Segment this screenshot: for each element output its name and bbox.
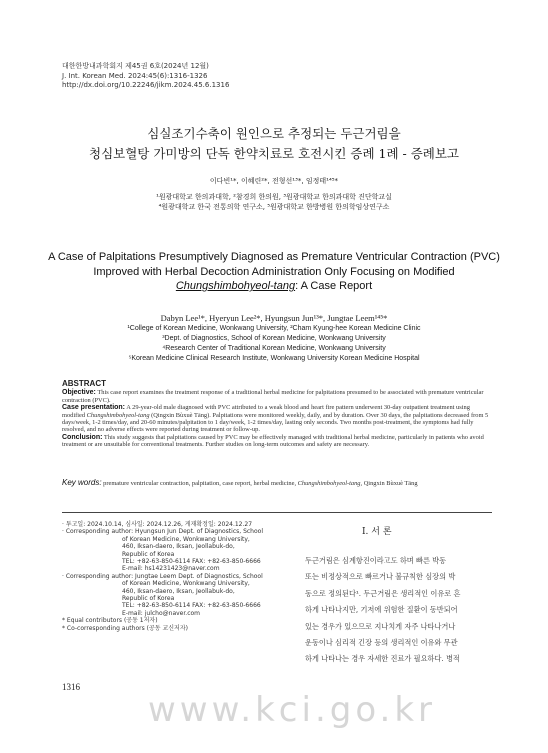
introduction-heading: Ⅰ. 서 론 (362, 527, 392, 537)
herbal-formula-name: Chungshimbohyeol-tang (175, 280, 296, 292)
conclusion-label: Conclusion: (62, 433, 103, 441)
journal-name-kr: 대한한방내과학회지 제45권 6호(2024년 12월) (62, 62, 209, 70)
english-affiliation-line: ⁵Korean Medicine Clinical Research Institute, Wonkwang University Korean Medicine Hospital (128, 355, 420, 362)
doi-link[interactable]: http://dx.doi.org/10.22246/jikm.2024.45.6.1316 (62, 81, 230, 89)
equal-contributors-note: * Equal contributors (공동 1저자) (62, 617, 158, 625)
watermark: www.kci.go.kr (148, 690, 437, 730)
english-affiliation-line: ⁴Research Center of Traditional Korean Medicine, Wonkwang University (162, 345, 386, 352)
submission-dates: · 투고일: 2024.10.14, 심사일: 2024.12.26, 게재확정일: 2024.12.27 (62, 521, 253, 528)
body-line: 하게 나타나는 경우 자세한 진료가 필요하다. 병적 (305, 654, 460, 664)
english-affiliations (0, 324, 548, 364)
body-line: 운동이나 심리적 긴장 등의 생리적인 이유와 무관 (305, 638, 458, 648)
conclusion-text: This study suggests that palpitations caused by PVC may be effectively managed with traditional herbal medicine, particularly in patients who avoid treatment or are unsuitable for conventional treatments. Further studies on long-term outcomes and safety are necessary. (62, 433, 484, 449)
footnotes (62, 521, 284, 632)
introduction-body (305, 553, 490, 668)
english-title-line-2: Improved with Herbal Decoction Administration Only Focusing on Modified (93, 265, 455, 278)
author-1-email[interactable]: E-mail: hs14231423@naver.com (122, 565, 220, 573)
body-line: 있는 경우가 있으므로 지나치게 자주 나타나거나 (305, 621, 456, 631)
author-1-address: of Korean Medicine, Wonkwang University, (122, 535, 250, 543)
english-title-suffix: : A Case Report (295, 280, 373, 292)
abstract-case (62, 404, 490, 434)
keywords-label: Key words: (62, 478, 102, 487)
author-1-phone: TEL: +82-63-850-6114 FAX: +82-63-850-6666 (122, 558, 261, 566)
author-2-email[interactable]: E-mail: julcho@naver.com (122, 609, 201, 617)
english-affiliation-line: ³Dept. of Diagnostics, School of Korean Medicine, Wonkwang University (162, 335, 386, 342)
korean-affiliations (0, 192, 548, 212)
author-2-address: of Korean Medicine, Wonkwang University, (122, 580, 250, 588)
korean-title-line-2: 청심보혈탕 가미방의 단독 한약치료로 호전시킨 증례 1례 - 증례보고 (89, 146, 459, 161)
keywords-text: premature ventricular contraction, palpitation, case report, herbal medicine, (101, 480, 298, 487)
corresponding-author-1: · Corresponding author: Hyungsun Jun Dept. of Diagnostics, School (62, 528, 263, 536)
korean-authors: 이다빈¹*, 이혜린²*, 전형선¹³*, 임정태¹⁴⁵* (209, 177, 339, 185)
author-1-address: 460, Iksan-daero, Iksan, Jeollabuk-do, (122, 543, 235, 551)
author-2-address: Republic of Korea (122, 595, 175, 603)
corresponding-author-2: · Corresponding author: Jungtae Leem Dept. of Diagnostics, School (62, 572, 263, 580)
objective-label: Objective: (62, 389, 96, 397)
body-line: 또는 비정상적으로 빠르거나 불규칙한 심장의 박 (305, 572, 456, 582)
keywords-tail: , Qingxin Bùxuè Tāng (360, 480, 418, 487)
journal-citation: J. Int. Korean Med. 2024:45(6):1316-1326 (62, 71, 208, 80)
journal-header (62, 62, 229, 91)
abstract-objective (62, 389, 490, 404)
section-divider (62, 512, 492, 513)
english-title-line-1: A Case of Palpitations Presumptively Diagnosed as Premature Ventricular Contraction (PVC) (48, 251, 500, 263)
english-title (0, 250, 548, 294)
author-1-address: Republic of Korea (122, 550, 175, 558)
keywords (62, 479, 490, 489)
english-affiliation-line: ¹College of Korean Medicine, Wonkwang University, ²Cham Kyung-hee Korean Medicine Clinic (127, 325, 421, 332)
abstract-heading: ABSTRACT (62, 379, 106, 388)
objective-text: This case report examines the treatment response of a traditional herbal medicine for palpitations presumed to be associated with premature ventricular contraction (PVC). (62, 389, 484, 404)
abstract (62, 380, 490, 449)
author-2-phone: TEL: +82-63-850-6114 FAX: +82-63-850-6666 (122, 602, 261, 610)
keywords-formula: Chungshimbohyeol-tang (297, 480, 361, 487)
case-formula-name: Chungshimbohyeol-tang (86, 411, 150, 419)
page-number: 1316 (62, 682, 80, 692)
case-text-cont: (Qingxin Bùxuè Tāng). Palpitations were monitored weekly, daily, and by duration. Over 30 days, the palpitations decreased from 5 days/week, 1-2 times/day, and 20-60 minutes/palpitation to 1 day/week, 1-2 times/day, lasting only seconds. Two months post-treatment, the symptoms had fully resolved, and no adverse effects were reported during treatment or follow-up. (62, 411, 489, 434)
english-authors: Dabyn Lee¹*, Hyeryun Lee²*, Hyungsun Jun¹³*, Jungtae Leem¹⁴⁵* (160, 313, 388, 323)
case-label: Case presentation: (62, 404, 126, 412)
case-text: A 29-year-old male diagnosed with PVC attributed to a weak blood and heart fire pattern underwent 30-day outpatient treatment using modified (62, 404, 470, 419)
co-corresponding-note: * Co-corresponding authors (공동 교신저자) (62, 624, 188, 632)
author-2-address: 460, Iksan-daero, Iksan, Jeollabuk-do, (122, 587, 235, 595)
body-line: 두근거림은 심계항진이라고도 하며 빠른 박동 (305, 556, 447, 565)
korean-title-line-1: 심실조기수축이 원인으로 추정되는 두근거림을 (147, 126, 401, 141)
korean-affiliation-line: ¹원광대학교 한의과대학, ²참경희 한의원, ³원광대학교 한의과대학 진단학교실 (156, 193, 392, 201)
body-line: 동으로 정의된다¹. 두근거림은 생리적인 이유로 흔 (305, 588, 461, 598)
english-title-line-3 (0, 279, 548, 294)
abstract-conclusion (62, 434, 490, 449)
body-line: 하게 나타나지만, 기저에 위험한 질환이 동반되어 (305, 605, 458, 615)
korean-affiliation-line: ⁴원광대학교 한국 전통의학 연구소, ⁵원광대학교 한방병원 한의학임상연구소 (158, 203, 390, 211)
